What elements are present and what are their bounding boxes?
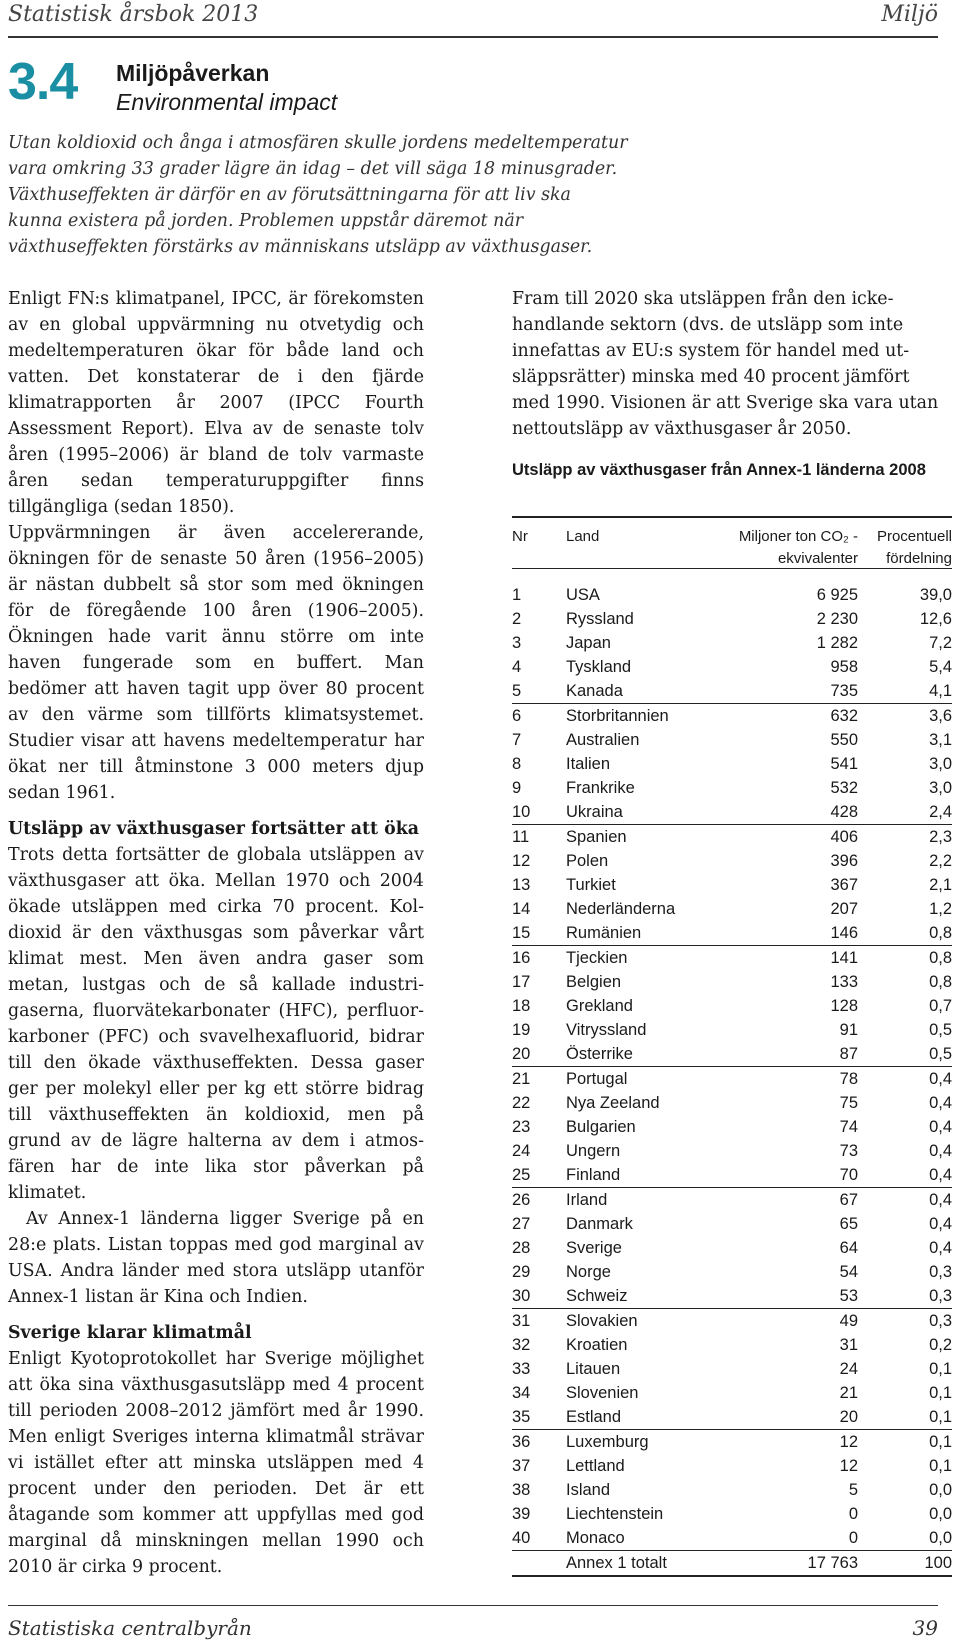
table-row — [512, 1188, 952, 1212]
cell-land: Polen — [566, 852, 609, 870]
table-row — [512, 583, 952, 607]
left-column — [8, 286, 424, 1580]
cell-land: Frankrike — [566, 779, 635, 797]
cell-nr: 37 — [512, 1457, 531, 1475]
cell-share: 0,3 — [929, 1287, 952, 1305]
page-number: 39 — [912, 1616, 938, 1640]
table-row — [512, 849, 952, 873]
table-row — [512, 800, 952, 824]
cell-land: Turkiet — [566, 876, 616, 894]
cell-land: Storbritannien — [566, 707, 669, 725]
table-row-group — [512, 1067, 952, 1188]
cell-nr: 27 — [512, 1215, 531, 1233]
cell-share: 3,0 — [929, 779, 952, 797]
cell-value: 5 — [848, 1481, 858, 1499]
table-row — [512, 1381, 952, 1405]
cell-land: Monaco — [566, 1529, 625, 1547]
cell-nr: 14 — [512, 900, 531, 918]
table-row — [512, 1042, 952, 1066]
cell-land: Nederländerna — [566, 900, 676, 918]
page-footer — [8, 1605, 938, 1642]
cell-value: 31 — [839, 1336, 858, 1354]
cell-value: 20 — [839, 1408, 858, 1426]
table-row — [512, 679, 952, 703]
cell-share: 0,8 — [929, 949, 952, 967]
book-title: Statistisk årsbok 2013 — [8, 2, 259, 27]
cell-nr: 38 — [512, 1481, 531, 1499]
cell-nr: 39 — [512, 1505, 531, 1523]
table-row — [512, 1405, 952, 1429]
table-row — [512, 946, 952, 970]
cell-share: 0,0 — [929, 1481, 952, 1499]
cell-value: 207 — [830, 900, 858, 918]
cell-land: Belgien — [566, 973, 622, 991]
header-land: Land — [566, 528, 600, 545]
cell-nr: 10 — [512, 803, 531, 821]
cell-value: 78 — [839, 1070, 858, 1088]
table-row — [512, 1357, 952, 1381]
cell-value: 128 — [830, 997, 858, 1015]
table-row — [512, 970, 952, 994]
cell-share: 0,1 — [929, 1433, 952, 1451]
cell-nr: 13 — [512, 876, 531, 894]
header-value: Miljoner ton CO₂ -ekvivalenter — [738, 528, 858, 567]
cell-share: 1,2 — [929, 900, 952, 918]
cell-value: 73 — [839, 1142, 858, 1160]
paragraph: Trots detta fortsätter de globala utsläppen av växthusgaser att öka. Mellan 1970 och 2004 ökade utsläppen med cirka 70 procent. Koldioxid är den växthusgas som påverkar vårt klimat mest. Men även andra gaser som metan, lustgas och de så kallade industrigaserna, fluorvätekarbonater (HFC), perfluorkarboner (PFC) och svavelhexafluorid, bidrar till den ökade växthuseffekten. Dessa gaser ger per molekyl eller per kg ett större bidrag till växthuseffekten än koldioxid, men på grund av de lägre halterna av dem i atmosfären har de inte lika stor påverkan på klimatet. — [8, 845, 424, 1203]
cell-nr: 25 — [512, 1166, 531, 1184]
cell-share: 0,1 — [929, 1384, 952, 1402]
cell-share: 7,2 — [929, 634, 952, 652]
right-column — [512, 286, 942, 442]
table-row — [512, 1212, 952, 1236]
cell-land: Australien — [566, 731, 640, 749]
table-row-group — [512, 825, 952, 946]
total-share: 100 — [924, 1554, 952, 1572]
table-row — [512, 921, 952, 945]
cell-share: 2,1 — [929, 876, 952, 894]
table-row — [512, 1139, 952, 1163]
cell-value: 12 — [839, 1457, 858, 1475]
cell-land: Ryssland — [566, 610, 634, 628]
cell-share: 2,2 — [929, 852, 952, 870]
cell-nr: 19 — [512, 1021, 531, 1039]
cell-share: 39,0 — [919, 586, 952, 604]
cell-value: 75 — [839, 1094, 858, 1112]
cell-land: Island — [566, 1481, 611, 1499]
cell-share: 0,1 — [929, 1457, 952, 1475]
cell-share: 12,6 — [919, 610, 952, 628]
cell-share: 0,4 — [929, 1191, 952, 1209]
chapter-title: Miljöpåverkan — [116, 60, 270, 86]
paragraph: Av Annex-1 länderna ligger Sverige på en 28:e plats. Listan toppas med god marginal av USA. Andra länder med stora utsläpp utanför Annex-1 listan är Kina och Indien. — [8, 1209, 424, 1307]
cell-value: 958 — [830, 658, 858, 676]
cell-value: 54 — [839, 1263, 858, 1281]
total-value: 17 763 — [807, 1554, 858, 1572]
cell-share: 2,4 — [929, 803, 952, 821]
cell-nr: 2 — [512, 610, 522, 628]
emissions-table — [512, 516, 952, 1577]
cell-share: 0,4 — [929, 1166, 952, 1184]
cell-value: 6 925 — [816, 586, 858, 604]
cell-land: Slovakien — [566, 1312, 638, 1330]
cell-value: 141 — [830, 949, 858, 967]
cell-nr: 15 — [512, 924, 531, 942]
paragraph: Fram till 2020 ska utsläppen från den ickehandlande sektorn (dvs. de utsläpp som inte innefattas av EU:s system för handel med utsläppsrätter) minska med 40 procent jämfört med 1990. Visionen är att Sverige ska vara utan nettoutsläpp av växthusgaser år 2050. — [512, 289, 939, 439]
cell-nr: 16 — [512, 949, 531, 967]
cell-value: 70 — [839, 1166, 858, 1184]
cell-nr: 8 — [512, 755, 522, 773]
cell-share: 0,4 — [929, 1142, 952, 1160]
cell-share: 3,6 — [929, 707, 952, 725]
cell-value: 49 — [839, 1312, 858, 1330]
cell-nr: 23 — [512, 1118, 531, 1136]
cell-value: 428 — [830, 803, 858, 821]
cell-share: 3,1 — [929, 731, 952, 749]
table-row — [512, 1430, 952, 1454]
table-row — [512, 873, 952, 897]
table-row — [512, 897, 952, 921]
table-row — [512, 704, 952, 728]
paragraph: Uppvärmningen är även accelererande, ökningen för de senaste 50 åren (1956–2005) är nästan dubbelt så stor som med ökningen för de föregående 100 åren (1906–2005). Ökningen hade varit ännu större om inte haven fungerade som en buffert. Man bedömer att haven tagit upp över 80 procent av den värme som tillförts klimatsystemet. Studier visar att havens medeltemperatur har ökat ner till åtminstone 3 000 meters djup sedan 1961. — [8, 523, 424, 803]
cell-nr: 24 — [512, 1142, 531, 1160]
cell-value: 91 — [839, 1021, 858, 1039]
cell-land: Lettland — [566, 1457, 625, 1475]
table-row-group — [512, 1430, 952, 1551]
cell-nr: 6 — [512, 707, 522, 725]
cell-value: 65 — [839, 1215, 858, 1233]
cell-land: Österrike — [566, 1045, 633, 1063]
cell-land: Kanada — [566, 682, 623, 700]
cell-share: 0,0 — [929, 1529, 952, 1547]
total-label: Annex 1 totalt — [566, 1554, 667, 1572]
table-row — [512, 1502, 952, 1526]
cell-nr: 17 — [512, 973, 531, 991]
cell-land: Schweiz — [566, 1287, 628, 1305]
cell-land: Bulgarien — [566, 1118, 636, 1136]
cell-value: 24 — [839, 1360, 858, 1378]
paragraph: Enligt Kyotoprotokollet har Sverige möjlighet att öka sina växthusgasutsläpp med 4 procent till perioden 2008–2012 jämfört med år 1990. Men enligt Sveriges interna klimatmål strävar vi istället efter att minska utsläppen med 4 procent under den perioden. Det är ett åtagande som kommer att uppfyllas med god marginal då minskningen mellan 1990 och 2010 är cirka 9 procent. — [8, 1349, 424, 1577]
cell-share: 0,4 — [929, 1215, 952, 1233]
section-heading: Sverige klarar klimatmål — [8, 1323, 252, 1343]
cell-nr: 9 — [512, 779, 522, 797]
cell-share: 0,7 — [929, 997, 952, 1015]
cell-land: Nya Zeeland — [566, 1094, 660, 1112]
cell-nr: 22 — [512, 1094, 531, 1112]
table-row — [512, 1163, 952, 1187]
chapter-subtitle: Environmental impact — [116, 89, 338, 115]
cell-share: 0,5 — [929, 1045, 952, 1063]
cell-share: 0,4 — [929, 1094, 952, 1112]
page-header — [8, 0, 938, 38]
cell-share: 0,5 — [929, 1021, 952, 1039]
publisher: Statistiska centralbyrån — [8, 1616, 252, 1640]
cell-nr: 3 — [512, 634, 522, 652]
cell-value: 0 — [848, 1505, 858, 1523]
header-share: Procentuell fördelning — [876, 528, 952, 567]
table-body — [512, 583, 952, 1551]
cell-value: 64 — [839, 1239, 858, 1257]
cell-nr: 21 — [512, 1070, 531, 1088]
cell-value: 532 — [830, 779, 858, 797]
cell-land: Kroatien — [566, 1336, 628, 1354]
table-row-group — [512, 1188, 952, 1309]
cell-nr: 29 — [512, 1263, 531, 1281]
cell-land: Grekland — [566, 997, 633, 1015]
cell-land: Finland — [566, 1166, 621, 1184]
cell-land: Vitryssland — [566, 1021, 647, 1039]
cell-nr: 18 — [512, 997, 531, 1015]
cell-land: Slovenien — [566, 1384, 639, 1402]
cell-nr: 33 — [512, 1360, 531, 1378]
cell-nr: 26 — [512, 1191, 531, 1209]
cell-nr: 32 — [512, 1336, 531, 1354]
table-row — [512, 1067, 952, 1091]
cell-nr: 34 — [512, 1384, 531, 1402]
cell-land: Liechtenstein — [566, 1505, 664, 1523]
paragraph: Enligt FN:s klimatpanel, IPCC, är förekomsten av en global uppvärmning nu otvetydig och medeltemperaturen ökar för både land och vatten. Det konstaterar de i den fjärde klimatrapporten år 2007 (IPCC Fourth Assessment Report). Elva av de senaste tolv åren (1995–2006) är bland de tolv varmaste åren sedan temperaturuppgifter finns tillgängliga (sedan 1850). — [8, 289, 424, 517]
cell-share: 0,3 — [929, 1263, 952, 1281]
table-row-group — [512, 583, 952, 704]
cell-value: 367 — [830, 876, 858, 894]
cell-nr: 5 — [512, 682, 522, 700]
cell-value: 2 230 — [816, 610, 858, 628]
table-row — [512, 1115, 952, 1139]
cell-value: 87 — [839, 1045, 858, 1063]
table-row — [512, 825, 952, 849]
cell-land: Tyskland — [566, 658, 632, 676]
cell-share: 0,4 — [929, 1239, 952, 1257]
table-row — [512, 655, 952, 679]
cell-share: 0,8 — [929, 924, 952, 942]
cell-land: Norge — [566, 1263, 611, 1281]
cell-land: Estland — [566, 1408, 622, 1426]
table-row — [512, 994, 952, 1018]
cell-share: 2,3 — [929, 828, 952, 846]
cell-value: 0 — [848, 1529, 858, 1547]
table-row — [512, 1526, 952, 1550]
cell-value: 550 — [830, 731, 858, 749]
cell-share: 0,4 — [929, 1118, 952, 1136]
cell-value: 1 282 — [816, 634, 858, 652]
cell-land: Japan — [566, 634, 611, 652]
cell-nr: 11 — [512, 828, 530, 846]
cell-nr: 35 — [512, 1408, 531, 1426]
cell-share: 3,0 — [929, 755, 952, 773]
table-total-row — [512, 1551, 952, 1577]
table-title: Utsläpp av växthusgaser från Annex-1 länderna 2008 — [512, 461, 926, 479]
cell-land: Tjeckien — [566, 949, 628, 967]
table-row — [512, 631, 952, 655]
table-row — [512, 1333, 952, 1357]
table-row — [512, 1309, 952, 1333]
cell-value: 632 — [830, 707, 858, 725]
cell-value: 406 — [830, 828, 858, 846]
cell-share: 0,4 — [929, 1070, 952, 1088]
cell-value: 74 — [839, 1118, 858, 1136]
cell-value: 541 — [830, 755, 858, 773]
section-name: Miljö — [881, 2, 938, 27]
cell-land: Ukraina — [566, 803, 623, 821]
table-row-group — [512, 946, 952, 1067]
table-row — [512, 607, 952, 631]
cell-nr: 20 — [512, 1045, 531, 1063]
cell-nr: 40 — [512, 1529, 531, 1547]
cell-land: Danmark — [566, 1215, 633, 1233]
table-row — [512, 1018, 952, 1042]
table-row-group — [512, 704, 952, 825]
intro-paragraph: Utan koldioxid och ånga i atmosfären skulle jordens medeltemperatur vara omkring 33 grader lägre än idag – det vill säga 18 minusgrader. Växthuseffekten är därför en av förutsättningarna för att liv ska kunna existera på jorden. Problemen uppstår däremot när växthuseffekten förstärks av människans utsläpp av växthusgaser. — [8, 133, 628, 257]
cell-land: Italien — [566, 755, 611, 773]
cell-value: 12 — [839, 1433, 858, 1451]
cell-nr: 30 — [512, 1287, 531, 1305]
table-row — [512, 752, 952, 776]
cell-value: 735 — [830, 682, 858, 700]
cell-value: 133 — [830, 973, 858, 991]
cell-nr: 12 — [512, 852, 531, 870]
cell-share: 0,1 — [929, 1408, 952, 1426]
table-row — [512, 1454, 952, 1478]
cell-value: 21 — [839, 1384, 858, 1402]
cell-land: Spanien — [566, 828, 627, 846]
cell-land: USA — [566, 586, 600, 604]
table-row — [512, 1478, 952, 1502]
cell-value: 396 — [830, 852, 858, 870]
header-nr: Nr — [512, 528, 528, 545]
cell-land: Irland — [566, 1191, 608, 1209]
cell-share: 0,3 — [929, 1312, 952, 1330]
cell-value: 67 — [839, 1191, 858, 1209]
cell-nr: 4 — [512, 658, 522, 676]
table-row — [512, 1260, 952, 1284]
cell-share: 0,8 — [929, 973, 952, 991]
cell-land: Litauen — [566, 1360, 621, 1378]
cell-land: Ungern — [566, 1142, 621, 1160]
cell-nr: 7 — [512, 731, 522, 749]
cell-nr: 36 — [512, 1433, 531, 1451]
section-heading: Utsläpp av växthusgaser fortsätter att öka — [8, 819, 420, 839]
table-row — [512, 1091, 952, 1115]
cell-share: 0,1 — [929, 1360, 952, 1378]
table-row — [512, 1284, 952, 1308]
cell-nr: 31 — [512, 1312, 531, 1330]
cell-nr: 28 — [512, 1239, 531, 1257]
table-header — [512, 516, 952, 569]
cell-value: 53 — [839, 1287, 858, 1305]
table-row — [512, 1236, 952, 1260]
cell-share: 4,1 — [929, 682, 952, 700]
cell-land: Sverige — [566, 1239, 622, 1257]
cell-land: Rumänien — [566, 924, 642, 942]
cell-value: 146 — [830, 924, 858, 942]
cell-land: Luxemburg — [566, 1433, 649, 1451]
cell-share: 5,4 — [929, 658, 952, 676]
cell-nr: 1 — [512, 586, 522, 604]
cell-share: 0,2 — [929, 1336, 952, 1354]
table-row — [512, 776, 952, 800]
table-row — [512, 728, 952, 752]
cell-share: 0,0 — [929, 1505, 952, 1523]
cell-land: Portugal — [566, 1070, 628, 1088]
table-row-group — [512, 1309, 952, 1430]
chapter-number: 3.4 — [8, 53, 78, 111]
